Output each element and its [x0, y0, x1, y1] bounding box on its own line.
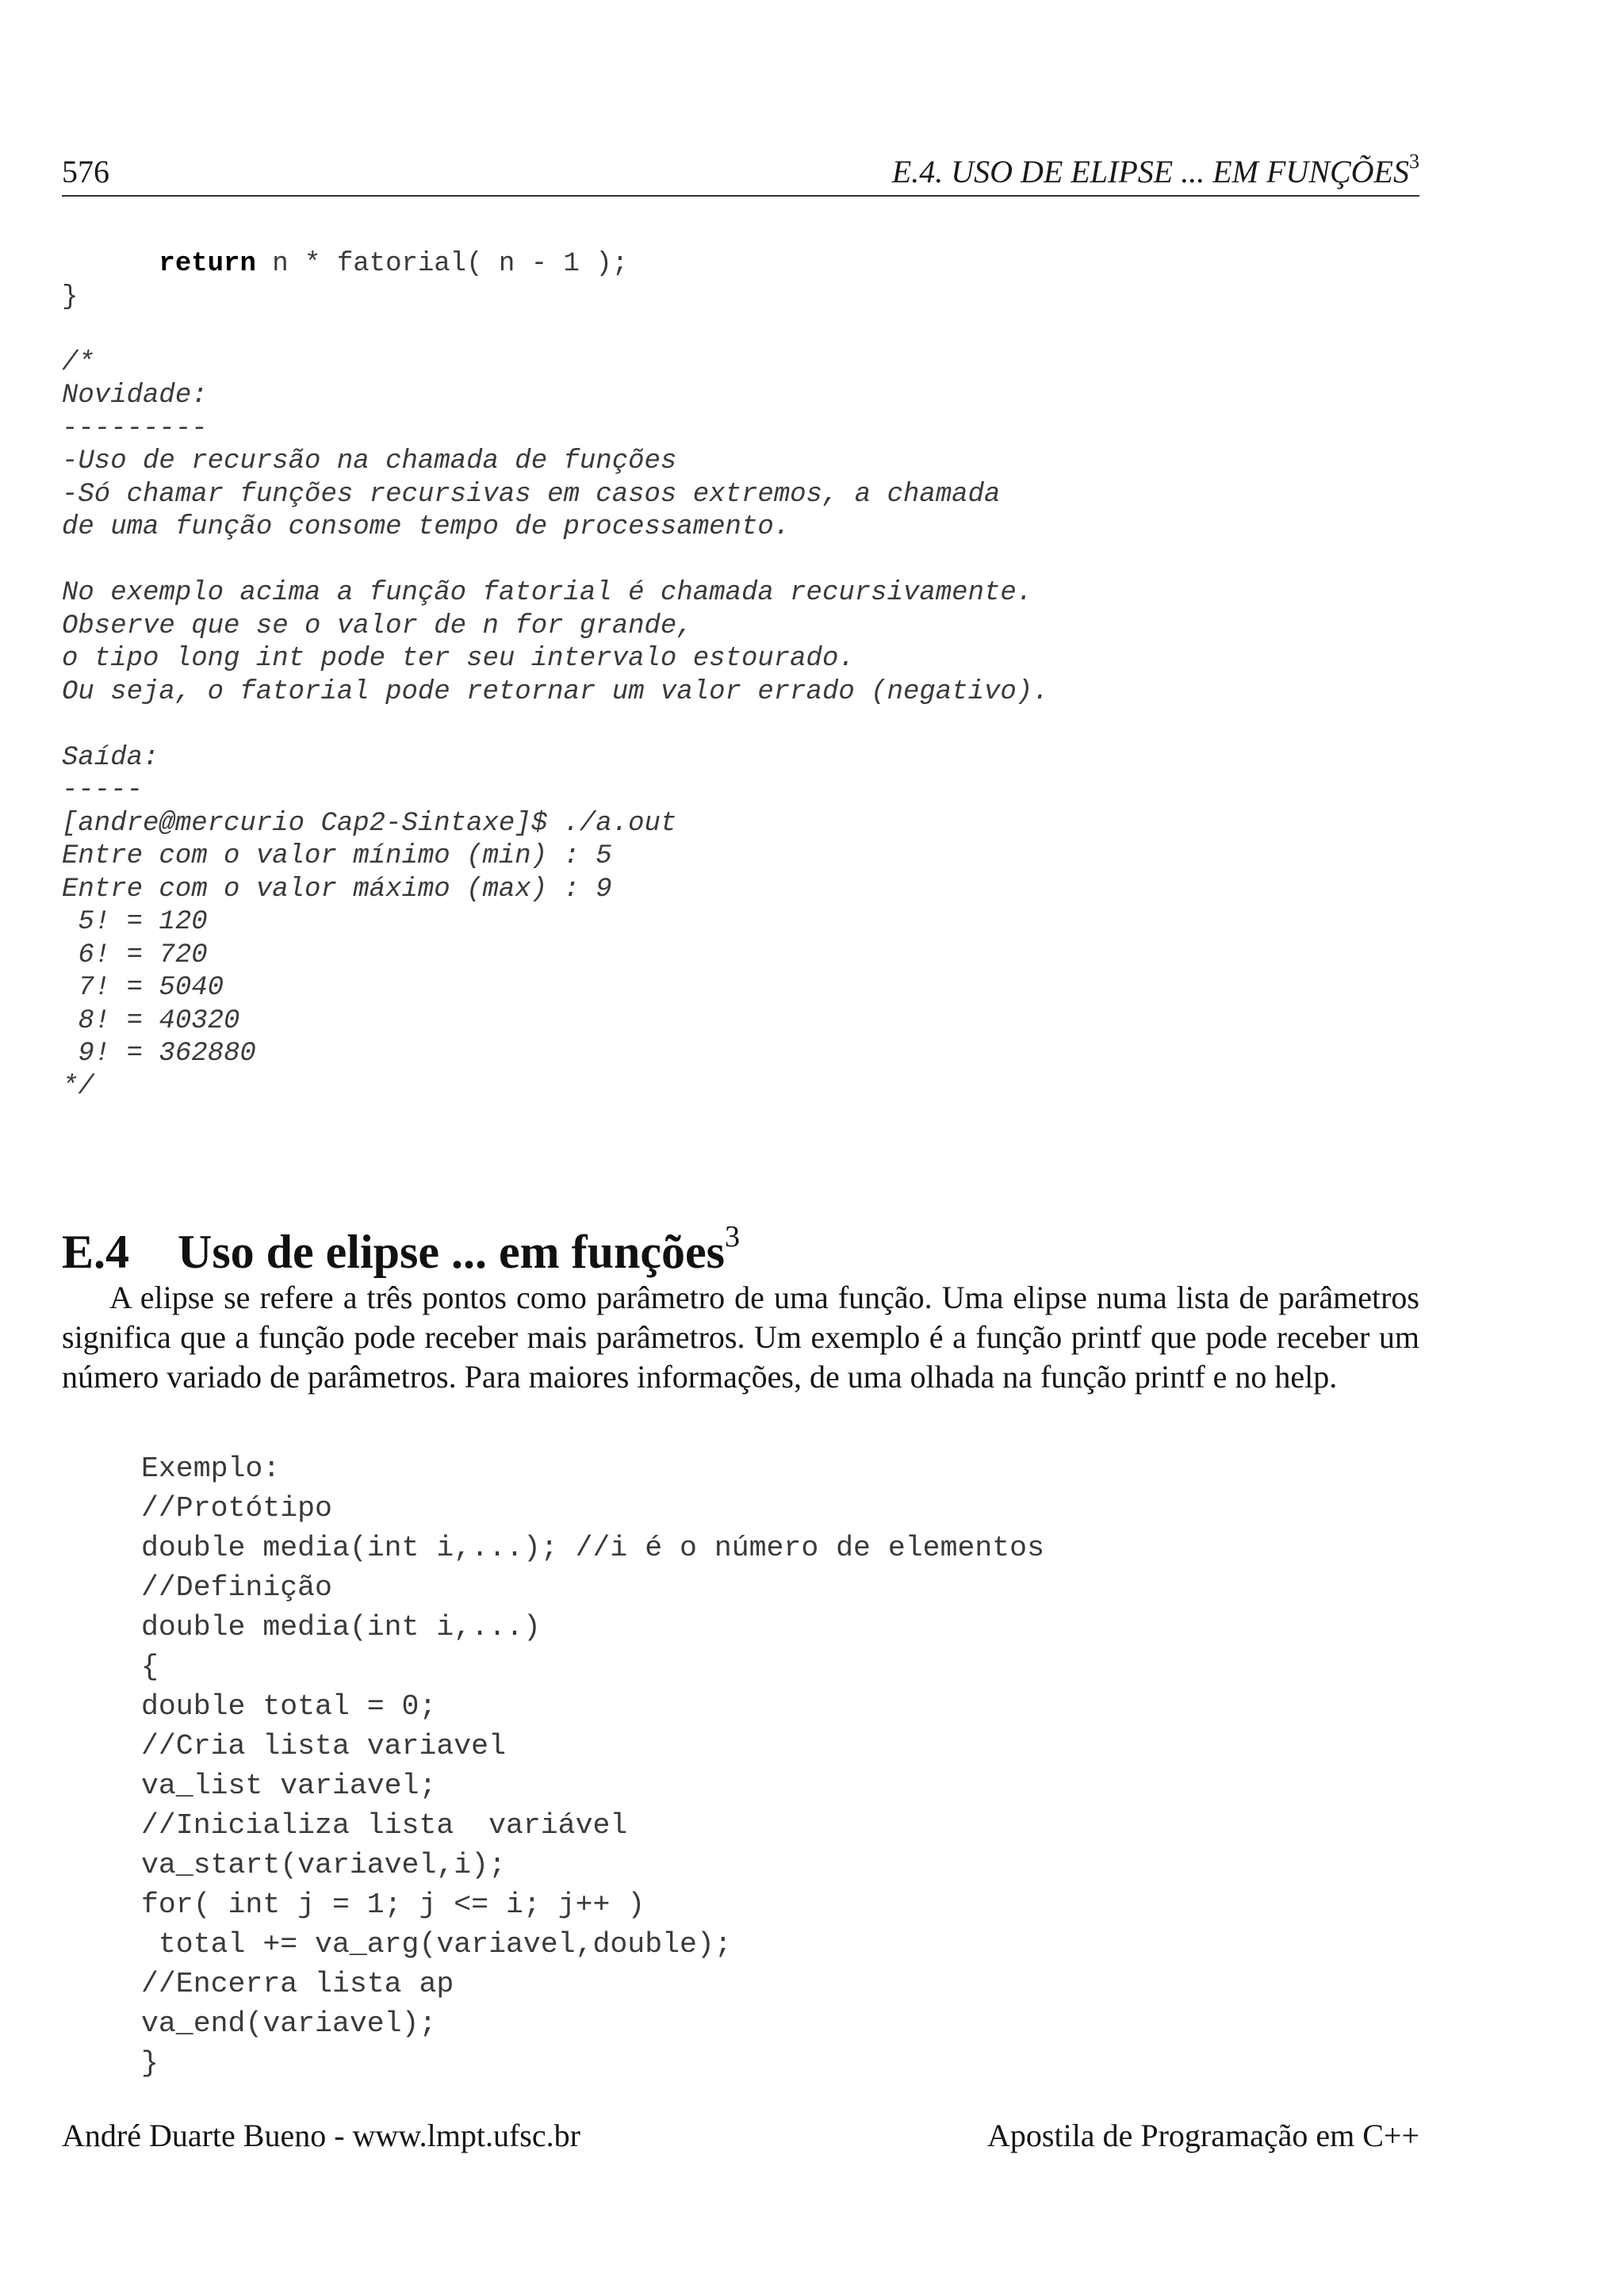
return-expression: n * fatorial( n - 1 ); — [255, 249, 629, 279]
code-line: 7! = 5040 — [62, 973, 224, 1003]
example-code-line: //Encerra lista ap — [141, 1968, 454, 2000]
code-line: -Uso de recursão na chamada de funções — [62, 446, 677, 476]
code-line: -Só chamar funções recursivas em casos extremos, a chamada — [62, 479, 1001, 510]
running-title-text: E.4. USO DE ELIPSE ... EM FUNÇÕES — [891, 154, 1409, 189]
code-line: */ — [62, 1071, 94, 1102]
code-line: /* — [62, 347, 94, 378]
code-line: } — [62, 281, 79, 312]
page-number: 576 — [62, 154, 109, 189]
code-line: o tipo long int pode ter seu intervalo estourado. — [62, 644, 855, 674]
footer-book-title: Apostila de Programação em C++ — [987, 2118, 1419, 2153]
example-code-line: //Cria lista variavel — [141, 1730, 506, 1762]
example-code-line: } — [141, 2047, 159, 2080]
running-title-footnote: 3 — [1409, 149, 1419, 173]
section-title: Uso de elipse ... em funções — [178, 1225, 725, 1278]
example-code-line: va_end(variavel); — [141, 2007, 437, 2040]
example-code-line: double total = 0; — [141, 1690, 437, 1723]
code-line — [62, 314, 1049, 347]
code-line: 5! = 120 — [62, 907, 208, 937]
example-code-line: //Protótipo — [141, 1492, 332, 1525]
body-paragraph: A elipse se refere a três pontos como parâmetro de uma função. Uma elipse numa lista de parâmetros significa que a função pode receber mais parâmetros. Um exemplo é a função printf que pode receber um número variado de parâmetros. Para maiores informações, de uma olhada na função printf e no help. — [62, 1280, 1419, 1395]
example-code-line: //Inicializa lista variável — [141, 1809, 628, 1842]
example-code-line: Exemplo: — [141, 1452, 281, 1485]
code-line: Ou seja, o fatorial pode retornar um valor errado (negativo). — [62, 676, 1049, 707]
example-code-block — [141, 1449, 1044, 2084]
section-footnote-marker: 3 — [724, 1219, 740, 1253]
code-line: 9! = 362880 — [62, 1039, 256, 1069]
code-line — [62, 709, 1049, 742]
example-code-line: double media(int i,...) — [141, 1611, 541, 1644]
example-code-line: va_list variavel; — [141, 1770, 437, 1802]
page-header — [62, 151, 1419, 197]
example-code-line: total += va_arg(variavel,double); — [141, 1928, 732, 1961]
code-line: [andre@mercurio Cap2-Sintaxe]$ ./a.out — [62, 808, 677, 839]
section-number: E.4 — [62, 1225, 130, 1278]
code-line: No exemplo acima a função fatorial é chamada recursivamente. — [62, 578, 1033, 608]
example-code-line: //Definição — [141, 1571, 332, 1604]
code-line: Observe que se o valor de n for grande, — [62, 610, 693, 641]
example-code-line: double media(int i,...); //i é o número de elementos — [141, 1532, 1044, 1564]
code-line: Entre com o valor mínimo (min) : 5 — [62, 841, 612, 871]
example-code-line: { — [141, 1651, 159, 1683]
section-heading — [62, 1219, 740, 1280]
code-line: 6! = 720 — [62, 939, 208, 970]
code-line: Entre com o valor máximo (max) : 9 — [62, 874, 612, 905]
code-line: 8! = 40320 — [62, 1005, 240, 1036]
code-line: Novidade: — [62, 381, 208, 411]
code-listing — [62, 248, 1049, 1104]
code-line: Saída: — [62, 742, 159, 773]
return-keyword: return — [159, 249, 256, 279]
code-line-return — [62, 248, 1049, 281]
footer-author: André Duarte Bueno - www.lmpt.ufsc.br — [62, 2118, 580, 2153]
code-line: ----- — [62, 775, 144, 806]
running-title — [891, 149, 1419, 190]
code-line: de uma função consome tempo de processamento. — [62, 512, 791, 542]
example-code-line: for( int j = 1; j <= i; j++ ) — [141, 1888, 645, 1921]
example-code-line: va_start(variavel,i); — [141, 1849, 506, 1881]
page-footer — [62, 2117, 1419, 2156]
code-line — [62, 545, 1049, 578]
code-line: --------- — [62, 413, 208, 444]
